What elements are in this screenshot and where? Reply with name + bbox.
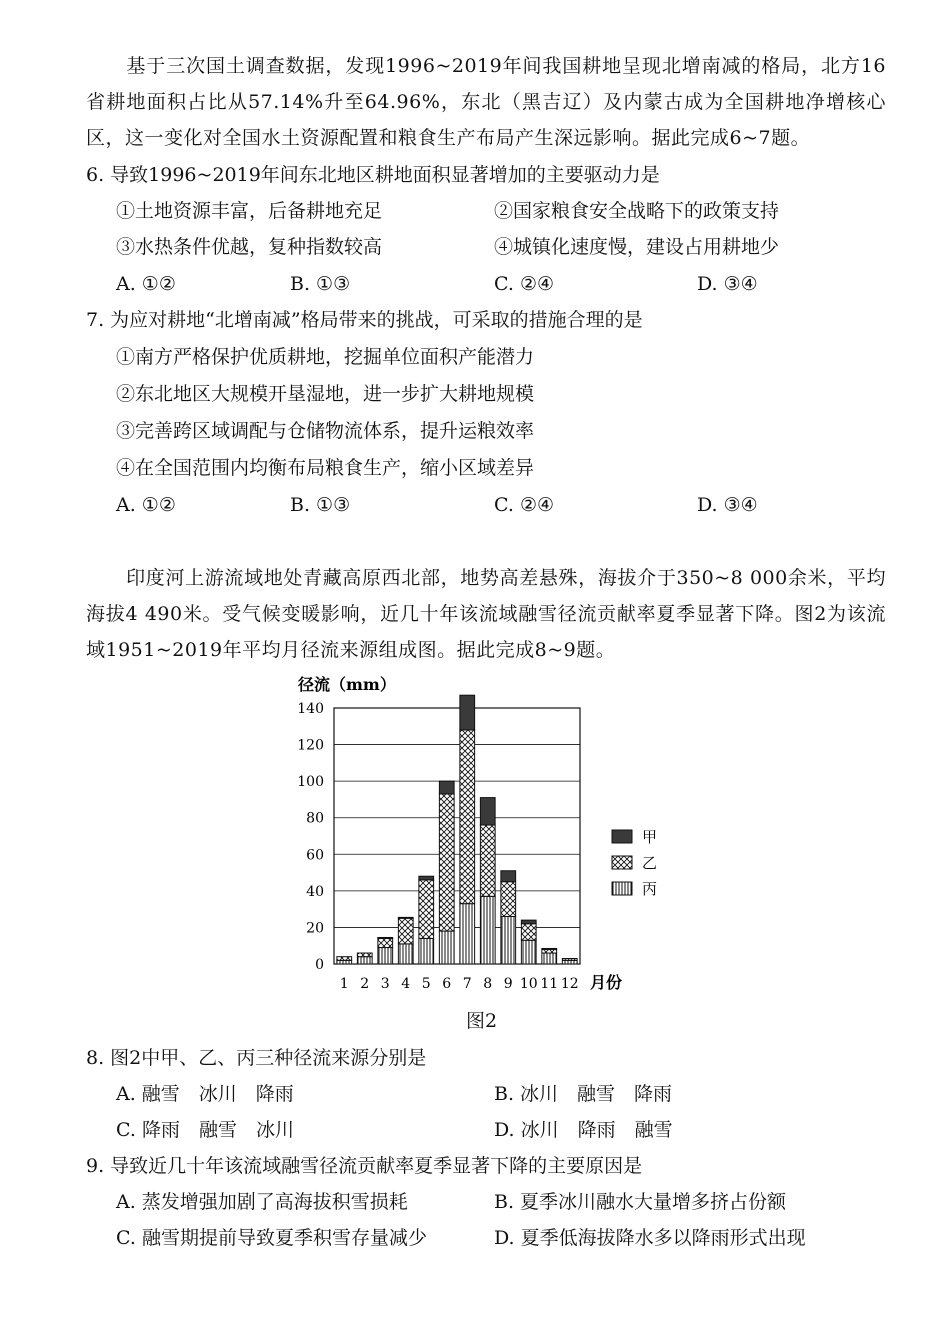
- bar-segment-甲: [378, 937, 393, 938]
- q6-item-1: ①土地资源丰富，后备耕地充足: [116, 200, 383, 222]
- legend-label-甲: 甲: [642, 828, 658, 846]
- bar-segment-甲: [521, 920, 536, 924]
- q7-stem: 7. 为应对耕地“北增南减”格局带来的挑战，可采取的措施合理的是: [86, 309, 643, 331]
- bar-segment-乙: [378, 938, 393, 947]
- bar-segment-乙: [562, 959, 577, 961]
- q7-choice-c: C. ②④: [494, 494, 555, 516]
- bar-segment-乙: [501, 882, 516, 917]
- bar-segment-乙: [542, 949, 557, 953]
- y-tick-label: 0: [315, 957, 324, 973]
- bar-segment-丙: [480, 896, 495, 964]
- plot-frame: [334, 708, 580, 964]
- bar-segment-乙: [357, 953, 372, 957]
- x-tick-label: 7: [462, 976, 472, 992]
- q6-choice-b: B. ①③: [290, 273, 351, 295]
- bar-segment-乙: [521, 924, 536, 940]
- y-tick-label: 60: [306, 847, 324, 864]
- x-axis-label: 月份: [590, 973, 623, 992]
- passage-2: [86, 560, 886, 668]
- x-tick-label: 11: [540, 976, 559, 992]
- bar-segment-丙: [562, 960, 577, 964]
- x-tick-label: 3: [380, 976, 390, 992]
- bar-segment-丙: [460, 904, 475, 964]
- bar-segment-丙: [439, 931, 454, 964]
- q7-choice-a: A. ①②: [116, 494, 176, 516]
- q6-choice-d: D. ③④: [697, 273, 758, 295]
- bar-segment-丙: [419, 938, 434, 964]
- passage-2-text: 印度河上游流域地处青藏高原西北部，地势高差悬殊，海拔介于350~8 000余米，平均海拔4 490米。受气候变暖影响，近几十年该流域融雪径流贡献率夏季显著下降。图2为该流域1951~2019年平均月径流来源组成图。据此完成8~9题。: [86, 567, 886, 661]
- q7-item-4: ④在全国范围内均衡布局粮食生产，缩小区域差异: [116, 457, 535, 479]
- legend-swatch-丙: [612, 882, 632, 895]
- bar-segment-丙: [378, 948, 393, 964]
- x-tick-label: 8: [483, 976, 493, 992]
- bar-segment-甲: [460, 695, 475, 730]
- passage-1: [86, 48, 886, 156]
- q7-item-2: ②东北地区大规模开垦湿地，进一步扩大耕地规模: [116, 383, 535, 405]
- q6-item-4: ④城镇化速度慢，建设占用耕地少: [494, 236, 780, 258]
- bar-segment-丙: [357, 957, 372, 964]
- y-tick-label: 80: [306, 810, 324, 827]
- y-tick-label: 40: [306, 883, 324, 900]
- x-tick-label: 9: [503, 976, 513, 992]
- y-tick-label: 100: [297, 774, 324, 791]
- q6-item-3: ③水热条件优越，复种指数较高: [116, 236, 383, 258]
- y-axis-label: 径流（mm）: [298, 675, 396, 694]
- x-tick-label: 6: [442, 976, 452, 992]
- y-tick-label: 140: [297, 701, 324, 717]
- bar-segment-甲: [419, 876, 434, 880]
- bar-segment-乙: [439, 794, 454, 931]
- q7-choice-d: D. ③④: [697, 494, 758, 516]
- legend-label-乙: 乙: [642, 854, 658, 872]
- q7-item-1: ①南方严格保护优质耕地，挖掘单位面积产能潜力: [116, 346, 535, 368]
- bar-segment-甲: [398, 917, 413, 918]
- q9-choice-c: C. 融雪期提前导致夏季积雪存量减少: [116, 1227, 427, 1249]
- y-tick-label: 120: [297, 737, 324, 754]
- bar-segment-丙: [542, 953, 557, 964]
- bar-segment-甲: [439, 781, 454, 794]
- q8-choice-c: C. 降雨 融雪 冰川: [116, 1119, 294, 1141]
- q9-choice-a: A. 蒸发增强加剧了高海拔积雪损耗: [116, 1191, 408, 1213]
- bar-segment-丙: [398, 944, 413, 964]
- bar-segment-甲: [501, 871, 516, 882]
- x-tick-label: 12: [560, 976, 579, 992]
- y-tick-label: 20: [306, 920, 324, 937]
- q8-stem: 8. 图2中甲、乙、丙三种径流来源分别是: [86, 1047, 427, 1069]
- x-tick-label: 4: [401, 976, 411, 992]
- figure-caption: 图2: [466, 1010, 498, 1032]
- runoff-chart: [270, 670, 670, 1000]
- legend-label-丙: 丙: [642, 880, 658, 898]
- bar-segment-乙: [398, 918, 413, 944]
- bar-segment-丙: [501, 916, 516, 964]
- bar-segment-乙: [337, 957, 352, 961]
- x-tick-label: 10: [519, 976, 538, 992]
- bar-segment-甲: [542, 948, 557, 949]
- q6-item-2: ②国家粮食安全战略下的政策支持: [494, 200, 780, 222]
- x-tick-label: 2: [360, 976, 370, 992]
- bar-segment-丙: [337, 960, 352, 964]
- bar-segment-乙: [419, 880, 434, 939]
- bar-segment-乙: [480, 825, 495, 896]
- q6-choice-a: A. ①②: [116, 273, 176, 295]
- x-tick-label: 5: [421, 976, 431, 992]
- bar-segment-丙: [521, 940, 536, 964]
- q9-choice-b: B. 夏季冰川融水大量增多挤占份额: [494, 1191, 787, 1213]
- legend-swatch-甲: [612, 830, 632, 843]
- q8-choice-d: D. 冰川 降雨 融雪: [494, 1119, 673, 1141]
- q9-stem: 9. 导致近几十年该流域融雪径流贡献率夏季显著下降的主要原因是: [86, 1155, 643, 1177]
- x-tick-label: 1: [339, 976, 349, 992]
- q8-choice-b: B. 冰川 融雪 降雨: [494, 1083, 673, 1105]
- bar-segment-乙: [460, 730, 475, 904]
- q7-item-3: ③完善跨区域调配与仓储物流体系，提升运粮效率: [116, 420, 535, 442]
- q8-choice-a: A. 融雪 冰川 降雨: [116, 1083, 294, 1105]
- q6-stem: 6. 导致1996~2019年间东北地区耕地面积显著增加的主要驱动力是: [86, 164, 660, 186]
- bar-segment-甲: [480, 798, 495, 825]
- q6-choice-c: C. ②④: [494, 273, 555, 295]
- q9-choice-d: D. 夏季低海拔降水多以降雨形式出现: [494, 1227, 806, 1249]
- q7-choice-b: B. ①③: [290, 494, 351, 516]
- legend-swatch-乙: [612, 856, 632, 869]
- passage-1-text: 基于三次国土调查数据，发现1996~2019年间我国耕地呈现北增南减的格局，北方16省耕地面积占比从57.14%升至64.96%，东北（黑吉辽）及内蒙古成为全国耕地净增核心区，这一变化对全国水土资源配置和粮食生产布局产生深远影响。据此完成6~7题。: [86, 55, 886, 149]
